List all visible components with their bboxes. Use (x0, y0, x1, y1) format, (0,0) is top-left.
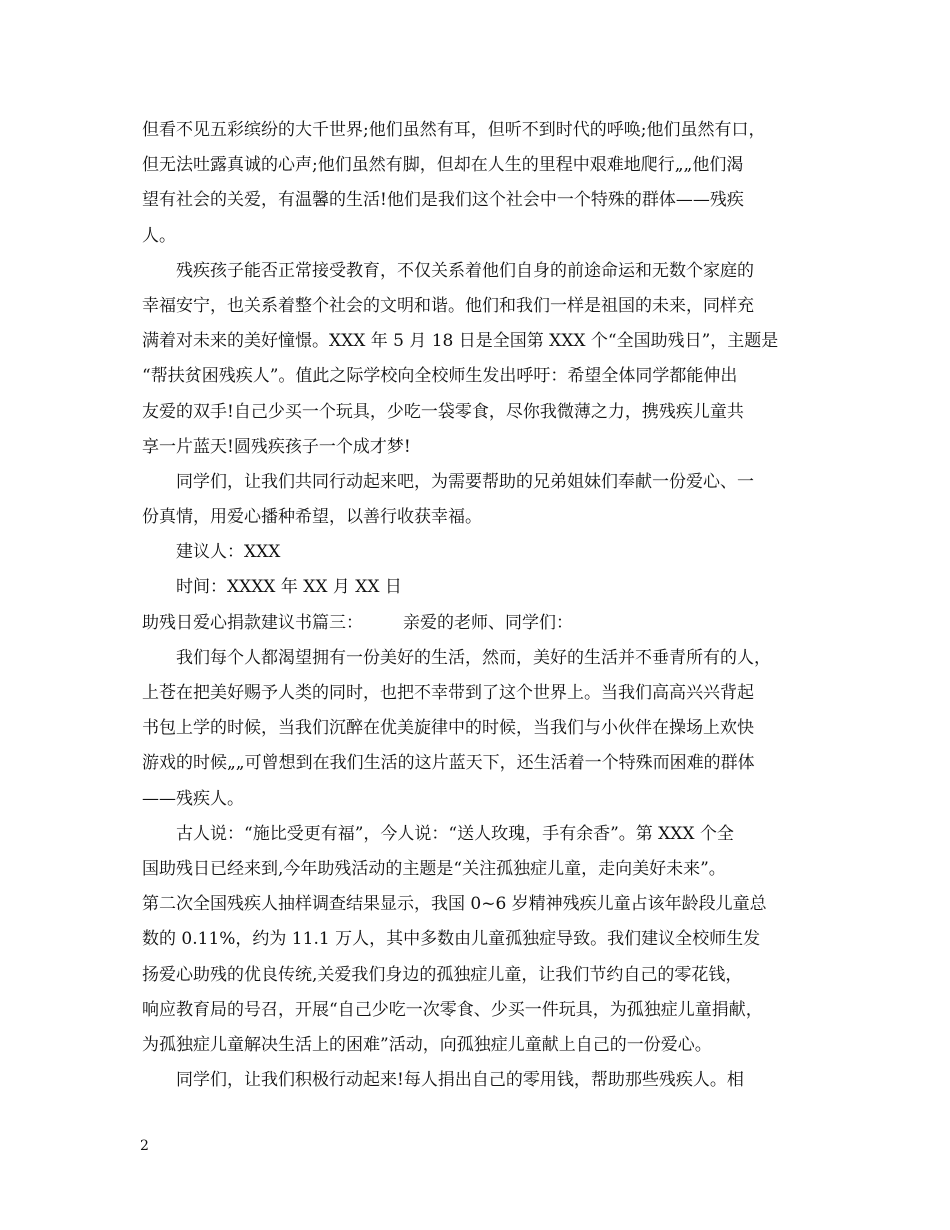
text-line: 份真情，用爱心播种希望，以善行收获幸福。 (142, 507, 482, 528)
text-line: 同学们，让我们积极行动起来!每人捐出自己的零用钱，帮助那些残疾人。相 (176, 1070, 744, 1091)
text-line: 但无法吐露真诚的心声;他们虽然有脚，但却在人生的里程中艰难地爬行„„他们渴 (142, 155, 744, 176)
section-greeting: 亲爱的老师、同学们： (403, 612, 573, 633)
text-line: 满着对未来的美好憧憬。XXX 年 5 月 18 日是全国第 XXX 个“全国助残日”，主题是 (142, 331, 779, 352)
text-line: 为孤独症儿童解决生活上的困难”活动，向孤独症儿童献上自己的一份爱心。 (142, 1034, 712, 1055)
text-line: 第二次全国残疾人抽样调查结果显示，我国 0~6 岁精神残疾儿童占该年龄段儿童总 (142, 894, 767, 915)
date-line: 时间：XXXX 年 XX 月 XX 日 (176, 577, 402, 598)
text-line: 数的 0.11%，约为 11.1 万人，其中多数由儿童孤独症导致。我们建议全校师生发 (142, 929, 761, 950)
text-line: 残疾孩子能否正常接受教育，不仅关系着他们自身的前途命运和无数个家庭的 (176, 260, 754, 281)
proposer-line: 建议人：XXX (176, 542, 281, 563)
page-number: 2 (140, 1138, 149, 1154)
text-line: “帮扶贫困残疾人”。值此之际学校向全校师生发出呼吁：希望全体同学都能伸出 (142, 366, 738, 387)
text-line: 响应教育局的号召，开展“自己少吃一次零食、少买一件玩具，为孤独症儿童捐献， (142, 999, 763, 1020)
text-line: 幸福安宁，也关系着整个社会的文明和谐。他们和我们一样是祖国的未来，同样充 (142, 295, 754, 316)
text-line: 古人说：“施比受更有福”，今人说：“送人玫瑰，手有余香”。第 XXX 个全 (176, 823, 734, 844)
text-line: 上苍在把美好赐予人类的同时，也把不幸带到了这个世界上。当我们高高兴兴背起 (142, 683, 754, 703)
text-line: 扬爱心助残的优良传统,关爱我们身边的孤独症儿童，让我们节约自己的零花钱， (142, 964, 743, 985)
section-heading (142, 606, 832, 641)
text-line: 书包上学的时候，当我们沉醉在优美旋律中的时候，当我们与小伙伴在操场上欢快 (142, 718, 754, 739)
text-line: 游戏的时候„„可曾想到在我们生活的这片蓝天下，还生活着一个特殊而困难的群体 (142, 753, 755, 774)
text-line: 友爱的双手!自己少买一个玩具，少吃一袋零食，尽你我微薄之力，携残疾儿童共 (142, 401, 744, 422)
text-line: ——残疾人。 (142, 788, 244, 809)
text-line: 但看不见五彩缤纷的大千世界;他们虽然有耳，但听不到时代的呼唤;他们虽然有口， (142, 120, 766, 140)
document-body (142, 113, 832, 1098)
text-line: 人。 (142, 225, 176, 246)
text-line: 国助残日已经来到,今年助残活动的主题是“关注孤独症儿童，走向美好未来”。 (142, 858, 726, 879)
text-line: 望有社会的关爱，有温馨的生活!他们是我们这个社会中一个特殊的群体——残疾 (142, 190, 744, 211)
text-line: 享一片蓝天!圆残疾孩子一个成才梦! (142, 436, 411, 457)
text-line: 我们每个人都渴望拥有一份美好的生活，然而，美好的生活并不垂青所有的人， (176, 647, 771, 668)
section-title: 助残日爱心捐款建议书篇三： (142, 612, 363, 633)
text-line: 同学们，让我们共同行动起来吧，为需要帮助的兄弟姐妹们奉献一份爱心、一 (176, 471, 754, 492)
